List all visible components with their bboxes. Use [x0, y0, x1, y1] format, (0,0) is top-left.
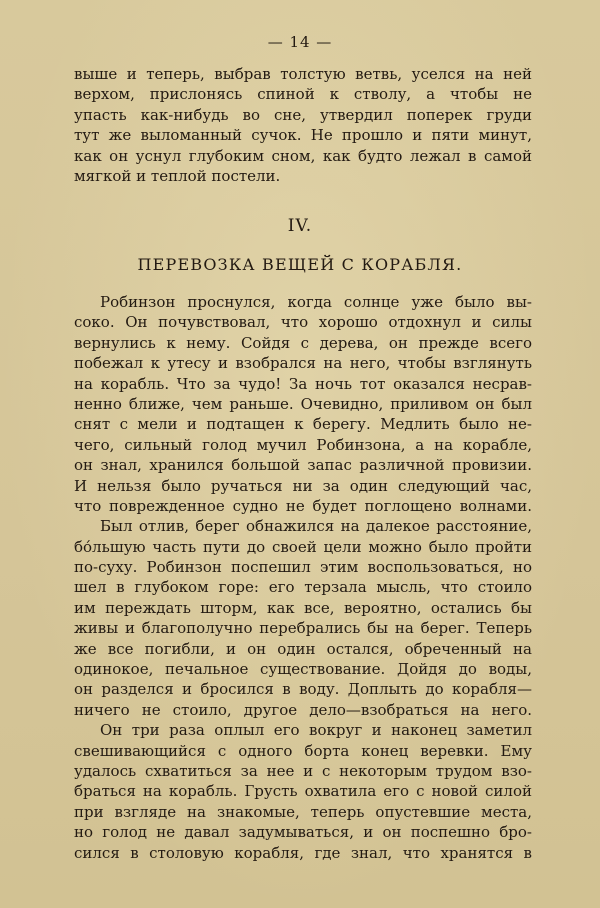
chapter-title: ПЕРЕВОЗКА ВЕЩЕЙ С КОРАБЛЯ. [137, 255, 463, 274]
text-line: И нельзя было ручаться ни за один следующий час, [74, 476, 532, 495]
text-line: бо́льшую часть пути до своей цели можно было пройти [74, 537, 532, 556]
intro-paragraph [74, 64, 532, 186]
page-number: — 14 — [267, 33, 333, 51]
text-line: ничего не стоило, другое дело—взобраться на него. [74, 700, 532, 719]
text-line: одинокое, печальное существование. Дойдя до воды, [74, 660, 532, 679]
text-line: же все погибли, и он один остался, обреченный на [74, 639, 532, 658]
text-line: при взгляде на знакомые, теперь опустевшие места, [74, 802, 532, 821]
text-line: свешивающийся с одного борта конец веревки. Ему [74, 741, 532, 760]
text-line: что поврежденное судно не будет поглощено волнами. [74, 496, 532, 515]
text-line: но голод не давал задумываться, и он поспешно бро- [74, 823, 532, 842]
text-line: Робинзон проснулся, когда солнце уже было вы- [100, 293, 532, 311]
text-line: упасть как-нибудь во сне, утвердил поперек груди [74, 105, 532, 124]
text-line: соко. Он почувствовал, что хорошо отдохнул и силы [74, 313, 532, 332]
text-line: чего, сильный голод мучил Робинзона, а на корабле, [74, 435, 532, 454]
text-line: браться на корабль. Грусть охватила его с новой силой [74, 782, 532, 801]
text-line: мягкой и теплой постели. [74, 166, 281, 185]
text-line: на корабль. Что за чудо! За ночь тот оказался несрав- [74, 374, 532, 393]
text-line: он знал, хранился большой запас различной провизии. [74, 456, 532, 475]
text-line: сился в столовую корабля, где знал, что хранятся в [74, 843, 532, 862]
text-line: снят с мели и подтащен к берегу. Медлить было не- [74, 415, 532, 434]
text-line: вернулись к нему. Сойдя с дерева, он прежде всего [74, 333, 532, 352]
text-line: ненно ближе, чем раньше. Очевидно, приливом он был [74, 394, 532, 413]
text-line: удалось схватиться за нее и с некоторым трудом взо- [74, 761, 532, 780]
text-line: шел в глубоком горе: его терзала мысль, что стоило [74, 578, 532, 597]
text-line: Был отлив, берег обнажился на далекое расстояние, [100, 517, 532, 536]
text-line: побежал к утесу и взобрался на него, чтобы взглянуть [74, 354, 532, 373]
chapter-number: IV. [287, 216, 313, 236]
text-line: им переждать шторм, как все, вероятно, остались бы [74, 598, 532, 617]
text-line: он разделся и бросился в воду. Доплыть до корабля— [74, 680, 532, 699]
text-line: живы и благополучно перебрались бы на берег. Теперь [74, 619, 532, 638]
text-line: как он уснул глубоким сном, как будто лежал в самой [74, 146, 532, 165]
text-line: Он три раза оплыл его вокруг и наконец заметил [100, 721, 532, 740]
text-line: верхом, прислонясь спиной к стволу, а чтобы не [74, 85, 532, 104]
text-line: выше и теперь, выбрав толстую ветвь, уселся на ней [74, 65, 532, 83]
text-line: по-суху. Робинзон поспешил этим воспользоваться, но [74, 558, 532, 577]
chapter-body [74, 292, 532, 863]
text-line: тут же выломанный сучок. Не прошло и пяти минут, [74, 126, 532, 145]
